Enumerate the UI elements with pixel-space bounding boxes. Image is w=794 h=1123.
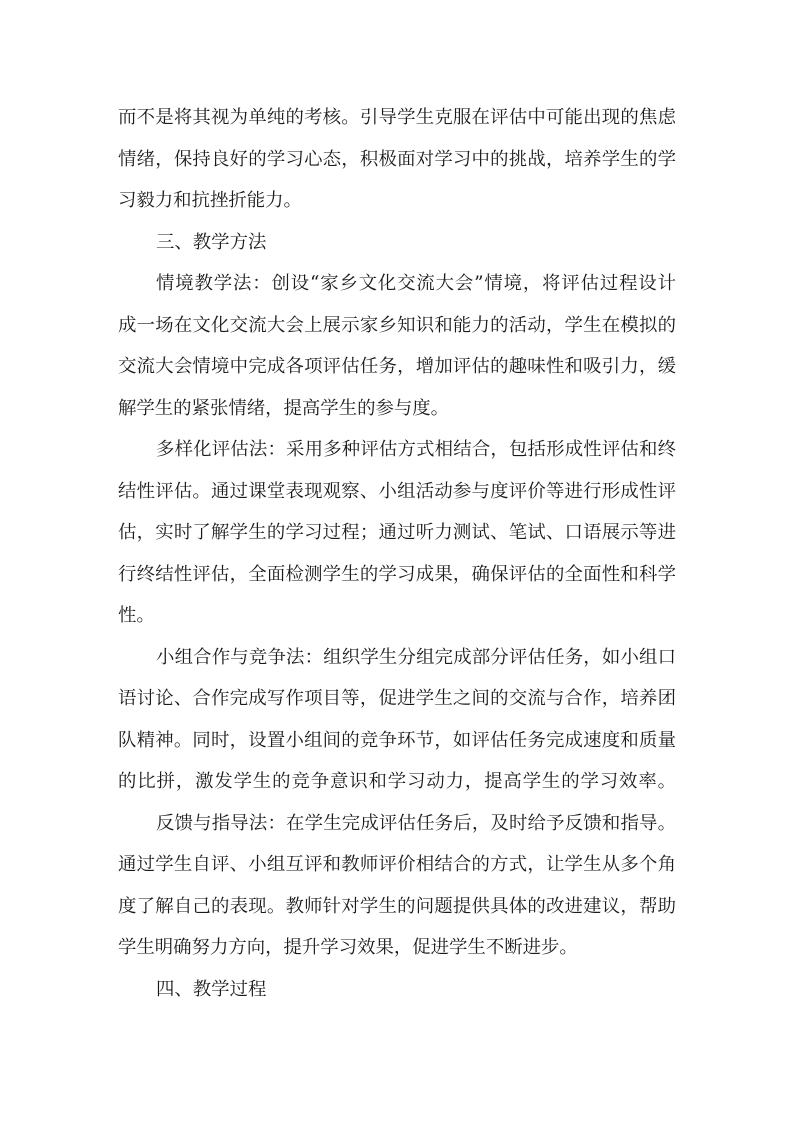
- section-heading: 三、教学方法: [156, 231, 267, 253]
- paragraph-line: 学生明确努力方向，提升学习效果，促进学生不断进步。: [118, 937, 578, 958]
- paragraph-line: 多样化评估法：采用多种评估方式相结合，包括形成性评估和终: [156, 439, 676, 460]
- paragraph-line: 情境教学法：创设“家乡文化交流大会”情境，将评估过程设计: [156, 273, 676, 294]
- paragraph-line: 度了解自己的表现。教师针对学生的问题提供具体的改进建议，帮助: [118, 895, 676, 917]
- paragraph-line: 的比拼，激发学生的竞争意识和学习动力，提高学生的学习效率。: [118, 771, 676, 792]
- paragraph-line: 语讨论、合作完成写作项目等，促进学生之间的交流与合作，培养团: [118, 688, 676, 709]
- paragraph-line: 通过学生自评、小组互评和教师评价相结合的方式，让学生从多个角: [118, 854, 676, 875]
- paragraph-line: 性。: [118, 605, 155, 626]
- paragraph-line: 情绪，保持良好的学习心态，积极面对学习中的挑战，培养学生的学: [118, 148, 676, 170]
- paragraph-line: 行终结性评估，全面检测学生的学习成果，确保评估的全面性和科学: [118, 563, 676, 585]
- document-body: [118, 97, 676, 1010]
- paragraph-line: 小组合作与竞争法：组织学生分组完成部分评估任务，如小组口: [156, 646, 676, 668]
- paragraph-line: 队精神。同时，设置小组间的竞争环节，如评估任务完成速度和质量: [118, 729, 676, 751]
- paragraph-line: 结性评估。通过课堂表现观察、小组活动参与度评价等进行形成性评: [118, 480, 676, 502]
- paragraph-line: 而不是将其视为单纯的考核。引导学生克服在评估中可能出现的焦虑: [118, 107, 676, 128]
- paragraph-line: 交流大会情境中完成各项评估任务，增加评估的趣味性和吸引力，缓: [118, 356, 676, 377]
- paragraph-line: 习毅力和抗挫折能力。: [118, 190, 302, 211]
- section-heading: 四、教学过程: [156, 978, 267, 1000]
- paragraph-line: 估，实时了解学生的学习过程；通过听力测试、笔试、口语展示等进: [118, 522, 676, 543]
- paragraph-line: 解学生的紧张情绪，提高学生的参与度。: [118, 397, 450, 419]
- paragraph-line: 成一场在文化交流大会上展示家乡知识和能力的活动，学生在模拟的: [118, 314, 676, 336]
- paragraph-line: 反馈与指导法：在学生完成评估任务后，及时给予反馈和指导。: [156, 812, 676, 834]
